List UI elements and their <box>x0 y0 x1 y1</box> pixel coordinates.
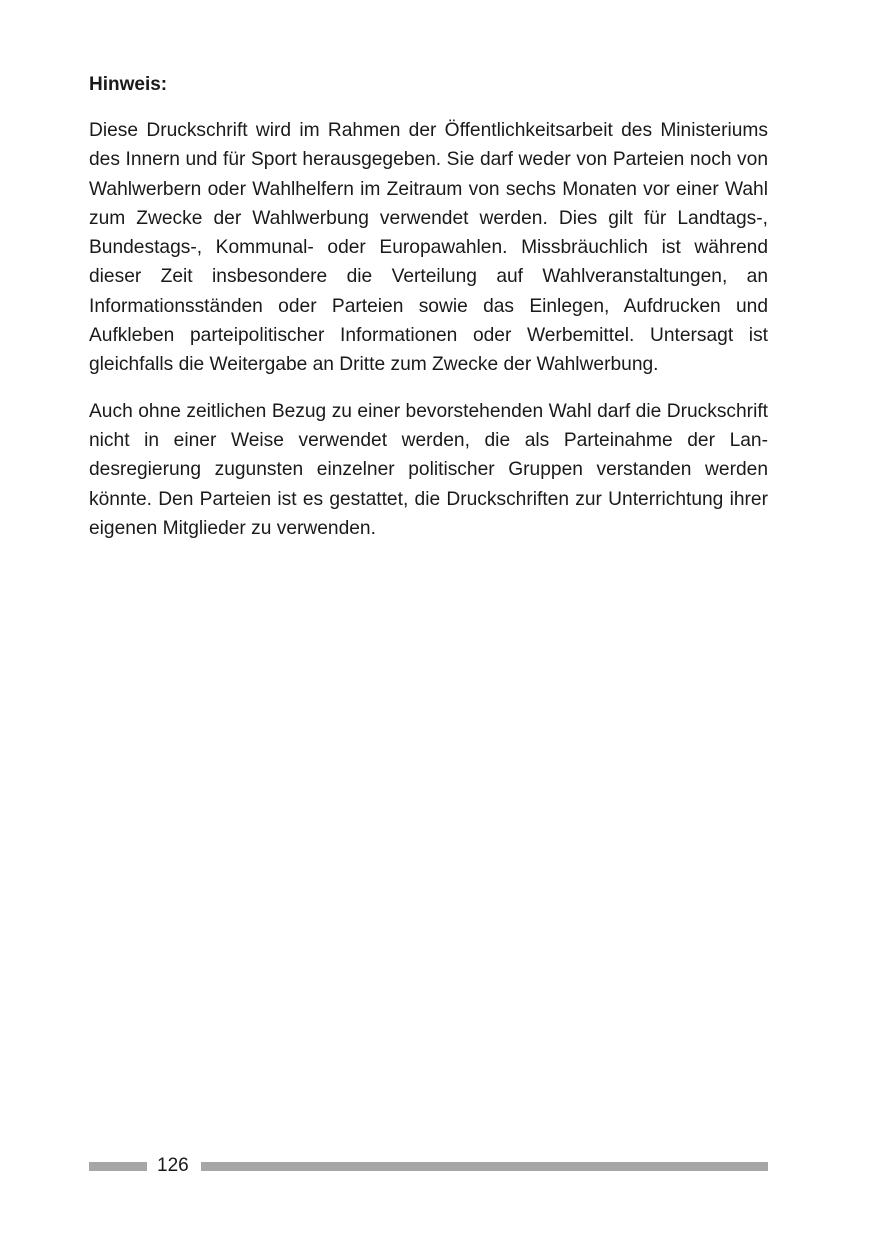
page-footer <box>89 1155 768 1177</box>
notice-heading: Hinweis: <box>89 74 168 95</box>
footer-rule-right <box>201 1162 768 1171</box>
notice-paragraph-usage-restrictions: Diese Druckschrift wird im Rahmen der Öffentlichkeitsarbeit des Ministeriums des Innern und für Sport herausgegeben. Sie darf weder von Parteien noch von Wahlwerbern oder Wahlhelfern im Zeitraum von sechs Monaten vor einer Wahl zum Zwecke der Wahlwerbung verwendet werden. Dies gilt für Landtags-, Bundestags-, Kommunal- oder Europawahlen. Missbräuchlich ist während dieser Zeit insbesondere die Verteilung auf Wahlveranstaltungen, an Informationsständen oder Parteien sowie das Einlegen, Aufdrucken und Aufkleben parteipolitischer Informationen oder Werbemittel. Untersagt ist gleichfalls die Weitergabe an Dritte zum Zwecke der Wahlwerbung. <box>89 120 768 376</box>
document-body <box>89 70 768 560</box>
page-number: 126 <box>157 1155 189 1176</box>
notice-paragraph-party-use: Auch ohne zeitlichen Bezug zu einer bevorstehenden Wahl darf die Druckschrift nicht in einer Weise verwendet werden, die als Parteinahme der Landesregierung zugunsten einzelner politischer Gruppen verstanden werden könnte. Den Parteien ist es gestattet, die Druckschriften zur Unterrichtung ihrer eigenen Mitglieder zu verwenden. <box>89 400 768 539</box>
footer-rule-left <box>89 1162 147 1171</box>
